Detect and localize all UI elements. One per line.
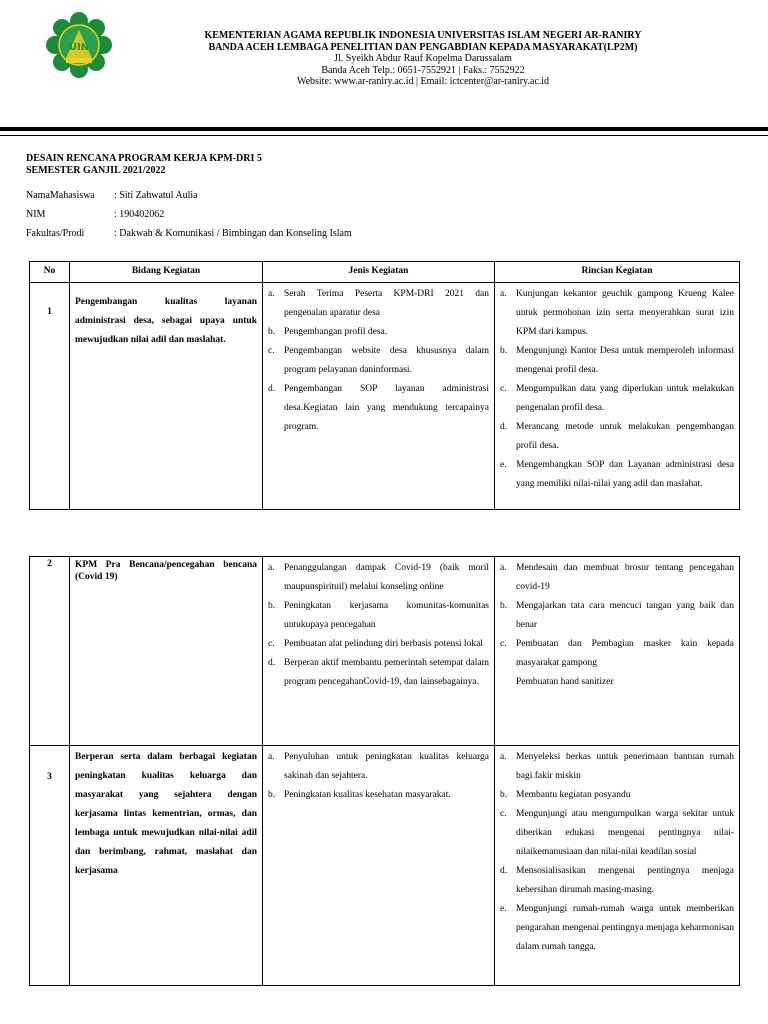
list-item: a. Kunjungan kekantor geuchik gampong Krueng Kalee untuk permohonan izin serta menyerahkan surat izin KPM dari kampus. — [500, 289, 734, 337]
faculty-value: : Dakwah & Komunikasi / Bimbingan dan Konseling Islam — [114, 228, 352, 239]
jenis-kegiatan — [263, 746, 495, 986]
letterhead — [190, 30, 656, 88]
nim-label: NIM — [26, 209, 46, 220]
program-table-part-1 — [29, 261, 740, 510]
list-item: d. Merancang metode untuk melakukan pengembangan profil desa. — [500, 422, 734, 451]
phone-fax: Banda Aceh Telp.: 0651-7552921 | Faks.: 7552922 — [321, 64, 525, 76]
document-title — [26, 153, 262, 177]
table-header-row — [30, 262, 740, 283]
list-item: c. Pembuatan alat pelindung diri berbasis potensi lokal — [268, 639, 483, 649]
list-item: b. Peningkatan kualitas kesehatan masyarakat. — [268, 790, 451, 800]
rincian-kegiatan — [495, 746, 740, 986]
name-value: : Siti Zahwatul Aulia — [114, 190, 198, 201]
list-item: b. Pengembangan profil desa. — [268, 327, 388, 337]
header-bidang: Bidang Kegiatan — [70, 262, 263, 283]
title-line-1: DESAIN RENCANA PROGRAM KERJA KPM-DRI 5 — [26, 153, 262, 164]
nim-value: : 190402062 — [114, 209, 165, 220]
list-item: b. Peningkatan kerjasama komunitas-komunitas untukupaya pencegahan — [268, 601, 489, 630]
header-jenis: Jenis Kegiatan — [263, 262, 495, 283]
list-item: d. Mensosialisasikan mengenai pentingnya menjaga kebersihan dirumah masing-masing. — [500, 866, 734, 895]
jenis-kegiatan — [263, 557, 495, 746]
bidang-kegiatan: KPM Pra Bencana/pencegahan bencana (Covid 19) — [70, 557, 263, 746]
header-no: No — [30, 262, 70, 283]
rincian-extra: Pembuatan hand sanitizer — [516, 677, 614, 687]
table-row — [30, 746, 740, 986]
list-item: a. Serah Terima Peserta KPM-DRI 2021 dan pengenalan aparatur desa — [268, 289, 489, 318]
faculty-label: Fakultas/Prodi — [26, 228, 85, 239]
list-item: a. Penanggulangan dampak Covid-19 (baik moril maupunspirituil) melalui konseling online — [268, 563, 489, 592]
university-logo — [44, 10, 114, 80]
header-rincian: Rincian Kegiatan — [495, 262, 740, 283]
list-item: b. Membantu kegiatan posyandu — [500, 790, 631, 800]
header-divider-thin — [0, 135, 768, 136]
institution-name: KEMENTERIAN AGAMA REPUBLIK INDONESIA UNIVERSITAS ISLAM NEGERI AR-RANIRY BANDA ACEH LEMBAGA PENELITIAN DAN PENGABDIAN KEPADA MASYARAKAT(LP2M) — [204, 30, 642, 53]
jenis-kegiatan — [263, 283, 495, 510]
website-email: Website: www.ar-raniry.ac.id | Email: ictcenter@ar-raniry.ac.id — [296, 76, 550, 87]
list-item: a. Menyeleksi berkas untuk penerimaan bantuan rumah bagi fakir miskin — [500, 752, 734, 781]
address: Jl. Syeikh Abdur Rauf Kopelma Darussalam — [334, 53, 512, 64]
list-item: a. Penyuluhan untuk peningkatan kualitas keluarga sakinah dan sejahtera. — [268, 752, 489, 781]
list-item: e. Mengembangkan SOP dan Layanan administrasi desa yang memiliki nilai-nilai yang adil dan maslahat. — [500, 460, 734, 489]
logo-text: UIN — [68, 42, 90, 53]
row-number: 3 — [30, 746, 70, 986]
list-item: a. Mendesain dan membuat brosur tentang pencegahan covid-19 — [500, 563, 734, 592]
list-item: c. Mengunjungi atau mengumpulkan warga sekitar untuk diberikan edukasi mengenai pentingnya nilai-nilaikemanusiaan dan nilai-nilai keadilan sosial — [500, 809, 734, 857]
rincian-kegiatan — [495, 557, 740, 746]
program-table-part-2 — [29, 556, 740, 986]
table-row — [30, 283, 740, 510]
title-line-2: SEMESTER GANJIL 2021/2022 — [26, 165, 166, 176]
bidang-kegiatan: Berperan serta dalam berbagai kegiatan peningkatan kualitas keluarga dan masyarakat yang sejahtera dengan kerjasama lintas kementrian, ormas, dan lembaga untuk mewujudkan nilai-nilai adil dan berimbang, rahmat, maslahat dan kerjasama — [70, 746, 263, 986]
list-item: c. Pembuatan dan Pembagian masker kain kepada masyarakat gampong — [500, 639, 734, 668]
list-item: d. Pengembangan SOP layanan administrasi desa.Kegiatan lain yang mendukung tercapainya program. — [268, 384, 489, 432]
list-item: c. Pengembangan website desa khususnya dalam program pelayanan daninformasi. — [268, 346, 489, 375]
bidang-kegiatan: Pengembangan kualitas layanan administrasi desa, sebagai upaya untuk mewujudkan nilai adil dan maslahat. — [70, 283, 263, 510]
rincian-kegiatan — [495, 283, 740, 510]
name-label: NamaMahasiswa — [26, 190, 95, 201]
row-number: 2 — [30, 557, 70, 746]
table-row — [30, 557, 740, 746]
header-divider-thick — [0, 127, 768, 131]
list-item: d. Berperan aktif membantu pemerintah setempat dalam program pencegahanCovid-19, dan lainsebagainya. — [268, 658, 489, 687]
list-item: b. Mengunjungi Kantor Desa untuk memperoleh informasi mengenai profil desa. — [500, 346, 734, 375]
list-item: e. Mengunjungi rumah-rumah warga untuk memberikan pengarahan mengenai pentingnya menjaga keharmonisan dalam rumah tangga. — [500, 904, 734, 952]
list-item: b. Mengajarkan tata cara mencuci tangan yang baik dan benar — [500, 601, 734, 630]
list-item: c. Mengumpulkan data yang diperlukan untuk melakukan pengenalan profil desa. — [500, 384, 734, 413]
row-number: 1 — [30, 283, 70, 510]
